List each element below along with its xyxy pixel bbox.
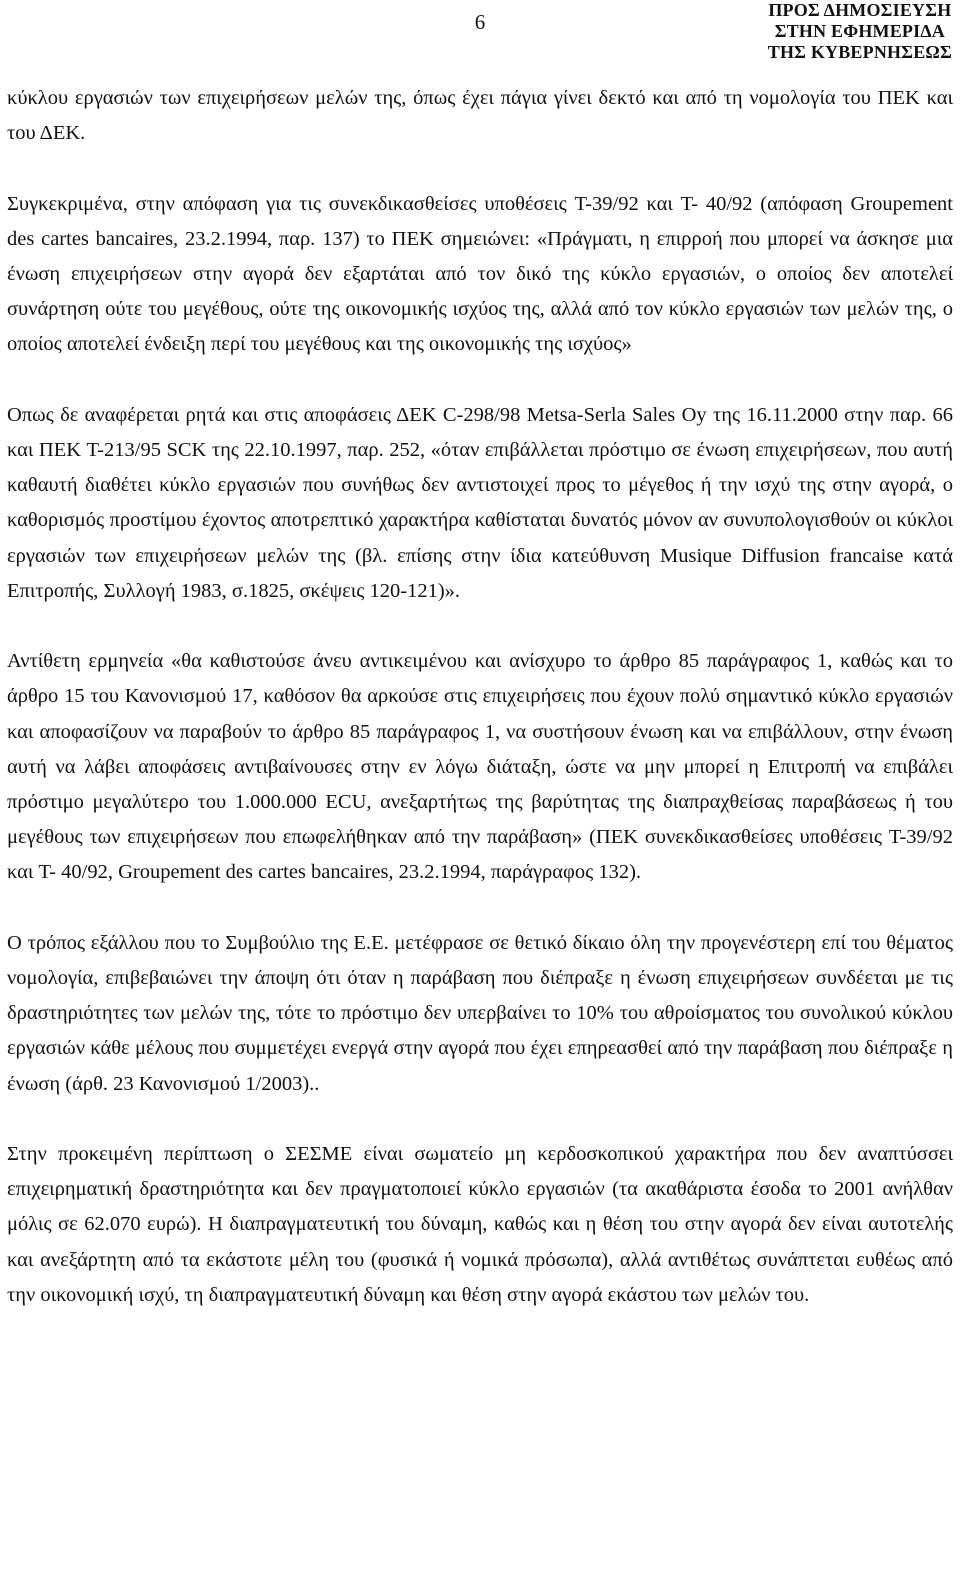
publication-stamp xyxy=(768,0,952,63)
paragraph-2: Συγκεκριμένα, στην απόφαση για τις συνεκδικασθείσες υποθέσεις T-39/92 και T- 40/92 (απόφαση Groupement des cartes bancaires, 23.2.1994, παρ. 137) το ΠΕΚ σημειώνει: «Πράγματι, η επιρροή που μπορεί να άσκησε μια ένωση επιχειρήσεων στην αγορά δεν εξαρτάται από τον δικό της κύκλο εργασιών, ο οποίος δεν αποτελεί συνάρτηση ούτε του μεγέθους, ούτε της οικονομικής ισχύος της, αλλά από τον κύκλο εργασιών των μελών της, ο οποίος αποτελεί ένδειξη περί του μεγέθους και της οικονομικής της ισχύος» xyxy=(7,192,953,356)
stamp-line-1: ΠΡΟΣ ΔΗΜΟΣΙΕΥΣΗ xyxy=(768,0,952,20)
stamp-line-3: ΤΗΣ ΚΥΒΕΡΝΗΣΕΩΣ xyxy=(767,42,952,62)
paragraph-5: Ο τρόπος εξάλλου που το Συμβούλιο της Ε.Ε. μετέφρασε σε θετικό δίκαιο όλη την προγενέστερη επί του θέματος νομολογία, επιβεβαιώνει την άποψη ότι όταν η παράβαση που διέπραξε η ένωση επιχειρήσεων συνδέεται με τις δραστηριότητες των μελών της, τότε το πρόστιμο δεν υπερβαίνει το 10% του αθροίσματος του συνολικού κύκλου εργασιών κάθε μέλους που συμμετέχει ενεργά στην αγορά που έχει επηρεασθεί από την παράβαση που διέπραξε η ένωση (άρθ. 23 Κανονισμού 1/2003).. xyxy=(7,931,953,1095)
stamp-line-2: ΣΤΗΝ ΕΦΗΜΕΡΙΔΑ xyxy=(774,21,946,41)
page-number: 6 xyxy=(474,10,486,34)
paragraph-6: Στην προκειμένη περίπτωση ο ΣΕΣΜΕ είναι σωματείο μη κερδοσκοπικού χαρακτήρα που δεν αναπτύσσει επιχειρηματική δραστηριότητα και δεν πραγματοποιεί κύκλο εργασιών (τα ακαθάριστα έσοδα το 2001 ανήλθαν μόλις σε 62.070 ευρώ). Η διαπραγματευτική του δύναμη, καθώς και η θέση του στην αγορά δεν είναι αυτοτελής και ανεξάρτητη από τα εκάστοτε μέλη του (φυσικά ή νομικά πρόσωπα), αλλά αντιθέτως συνάπτεται ευθέως από την οικονομική ισχύ, τη διαπραγματευτική δύναμη και θέση στην αγορά εκάστου των μελών του. xyxy=(7,1143,953,1306)
paragraph-3: Οπως δε αναφέρεται ρητά και στις αποφάσεις ΔΕΚ C-298/98 Metsa-Serla Sales Oy της 16.11.2000 στην παρ. 66 και ΠΕΚ T-213/95 SCK της 22.10.1997, παρ. 252, «όταν επιβάλλεται πρόστιμο σε ένωση επιχειρήσεων, που αυτή καθαυτή διαθέτει κύκλο εργασιών που συνήθως δεν αντιστοιχεί προς το μέγεθος ή την ισχύ της στην αγορά, ο καθορισμός προστίμου έχοντος αποτρεπτικό χαρακτήρα καθίσταται δυνατός μόνον αν συνυπολογισθούν οι κύκλοι εργασιών των επιχειρήσεων μελών της (βλ. επίσης στην ίδια κατεύθυνση Musique Diffusion francaise κατά Επιτροπής, Συλλογή 1983, σ.1825, σκέψεις 120-121)». xyxy=(7,403,953,602)
paragraph-4: Αντίθετη ερμηνεία «θα καθιστούσε άνευ αντικειμένου και ανίσχυρο το άρθρο 85 παράγραφος 1, καθώς και το άρθρο 15 του Κανονισμού 17, καθόσον θα αρκούσε στις επιχειρήσεις που έχουν πολύ σημαντικό κύκλο εργασιών και αποφασίζουν να παραβούν το άρθρο 85 παράγραφος 1, να συστήσουν ένωση και να επιβάλλουν, στην ένωση αυτή να λάβει αποφάσεις αντιβαίνουσες στην εν λόγω διάταξη, ώστε να μην μπορεί η Επιτροπή να επιβάλει πρόστιμο μεγαλύτερο του 1.000.000 ECU, ανεξαρτήτως της βαρύτητας της διαπραχθείσας παραβάσεως ή του μεγέθους των επιχειρήσεων που επωφελήθηκαν από την παράβαση» (ΠΕΚ συνεκδικασθείσες υποθέσεις T-39/92 και T- 40/92, Groupement des cartes bancaires, 23.2.1994, παράγραφος 132). xyxy=(7,650,953,884)
paragraph-1: κύκλου εργασιών των επιχειρήσεων μελών της, όπως έχει πάγια γίνει δεκτό και από τη νομολογία του ΠΕΚ και του ΔΕΚ. xyxy=(7,87,953,145)
document-body xyxy=(7,81,953,1313)
